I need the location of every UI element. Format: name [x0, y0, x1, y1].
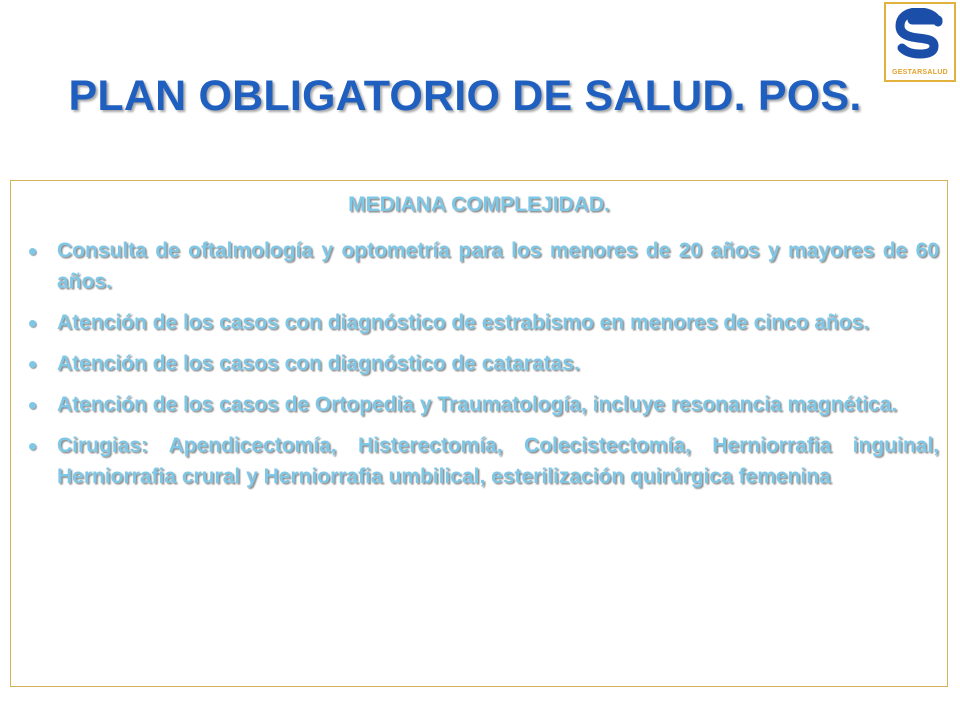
list-item-text: Atención de los casos de Ortopedia y Traumatología, incluye resonancia magnética.	[57, 393, 898, 416]
slide-title: PLAN OBLIGATORIO DE SALUD. POS.	[68, 72, 862, 120]
logo-text: GESTARSALUD	[891, 69, 949, 76]
list-item-text: Cirugias: Apendicectomía, Histerectomía, Colecistectomía, Herniorrafia inguinal, Herniorrafia crural y Herniorrafia umbilical, esterilización quirúrgica femenina	[57, 434, 939, 488]
bullet-icon	[29, 443, 36, 450]
gestarsalud-logo	[884, 2, 956, 82]
list-item	[11, 389, 949, 420]
bullet-icon	[29, 361, 36, 368]
list-item	[11, 430, 949, 492]
list-item-text: Atención de los casos con diagnóstico de cataratas.	[57, 352, 580, 375]
content-box	[10, 180, 948, 687]
logo-s-icon	[892, 8, 948, 64]
list-item-text: Consulta de oftalmología y optometría para los menores de 20 años y mayores de 60 años.	[57, 239, 939, 293]
bullet-icon	[29, 320, 36, 327]
list-item-text: Atención de los casos con diagnóstico de estrabismo en menores de cinco años.	[57, 311, 870, 334]
list-item	[11, 348, 949, 379]
list-item	[11, 235, 949, 297]
section-heading: MEDIANA COMPLEJIDAD.	[348, 193, 610, 216]
list-item	[11, 307, 949, 338]
bullet-list	[11, 235, 949, 502]
bullet-icon	[29, 248, 36, 255]
bullet-icon	[29, 402, 36, 409]
